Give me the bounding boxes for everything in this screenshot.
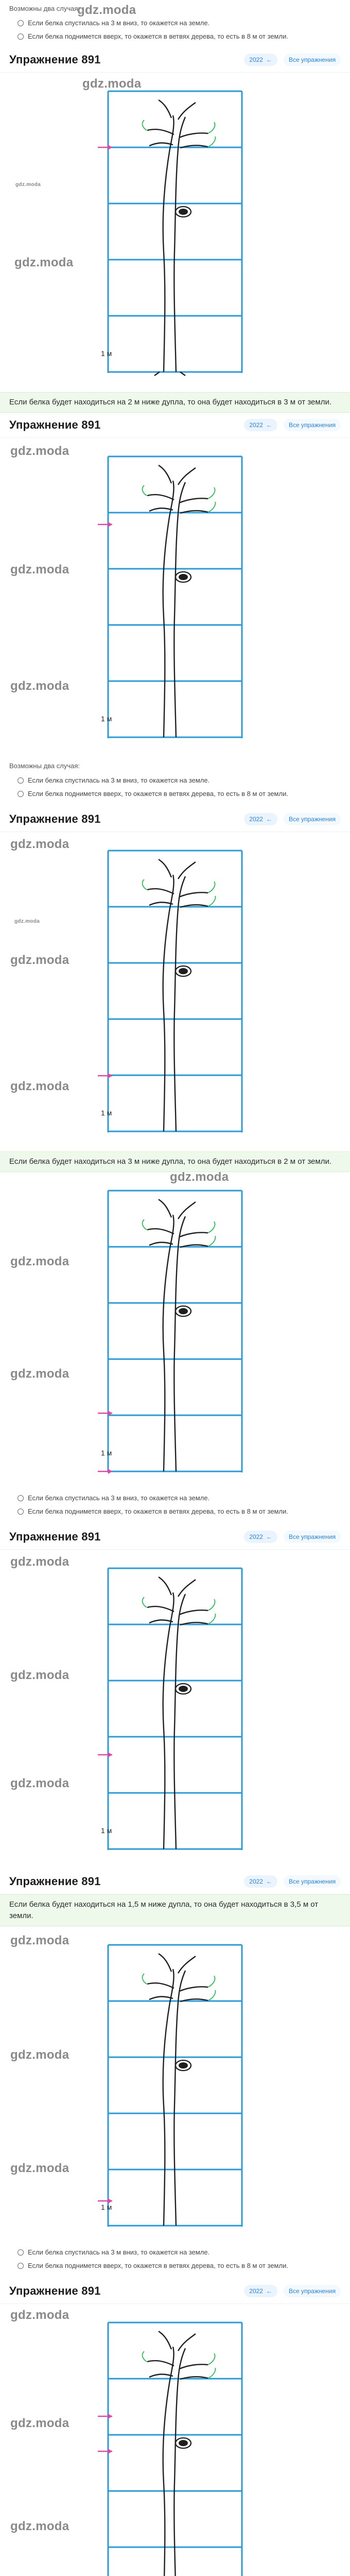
back-arrow-icon: ← [266, 816, 272, 823]
header-actions [244, 2285, 341, 2297]
year-chip-label: 2022 [249, 2287, 263, 2295]
height-marker [98, 145, 112, 150]
cases-block-2 [0, 757, 350, 807]
scale-label: 1 м [101, 1109, 112, 1117]
tree-diagram [0, 1926, 350, 2246]
option-row [0, 2259, 350, 2273]
watermark: gdz.moda [10, 1367, 69, 1381]
tree-hollow [176, 2438, 191, 2448]
tree-illustration [98, 1941, 252, 2240]
watermark: gdz.moda [10, 1255, 69, 1268]
watermark: gdz.moda [10, 2161, 69, 2175]
exercise-title: Упражнение 891 [9, 418, 101, 431]
watermark: gdz.moda [10, 2048, 69, 2062]
tree-trunk [147, 100, 208, 376]
height-marker [98, 2414, 112, 2454]
tree-illustration [98, 87, 252, 386]
year-chip-label: 2022 [249, 56, 263, 63]
all-exercises-link[interactable]: Все упражнения [284, 1531, 341, 1543]
tree-trunk [147, 2331, 208, 2576]
answer-block-1 [0, 392, 350, 413]
scale-label: 1 м [101, 715, 112, 723]
watermark: gdz.moda [82, 77, 142, 91]
radio-bullet [18, 20, 24, 26]
option-row [0, 30, 350, 43]
tree-trunk [147, 1199, 208, 1471]
tree-illustration [98, 1564, 252, 1863]
option-text: Если белка спустилась на 3 м вниз, то окажется на земле. [28, 776, 210, 784]
all-exercises-link[interactable]: Все упражнения [284, 2285, 341, 2297]
option-text: Если белка спустилась на 3 м вниз, то окажется на земле. [28, 19, 210, 27]
option-row [0, 787, 350, 801]
watermark: gdz.moda [10, 953, 69, 967]
exercise-block-2 [0, 413, 350, 757]
exercise-block-5 [0, 1524, 350, 1869]
exercise-header [0, 47, 350, 73]
watermark: gdz.moda [77, 3, 136, 17]
radio-bullet [18, 777, 24, 784]
year-chip[interactable] [244, 1875, 277, 1888]
year-chip[interactable] [244, 813, 277, 825]
tree-diagram [0, 438, 350, 757]
back-arrow-icon: ← [266, 1878, 272, 1885]
radio-bullet [18, 2249, 24, 2256]
intro-block [0, 0, 350, 47]
header-actions [244, 54, 341, 66]
intro-text: Возможны два случая: [9, 762, 80, 770]
option-text: Если белка поднимется вверх, то окажется в ветвях дерева, то есть в 8 м от земли. [28, 32, 288, 40]
tree-illustration [98, 846, 252, 1145]
answer-block-2 [0, 1151, 350, 1172]
header-actions [244, 419, 341, 431]
exercise-title: Упражнение 891 [9, 2284, 101, 2297]
option-row [0, 16, 350, 30]
watermark: gdz.moda [10, 2416, 69, 2430]
tree-hollow [176, 966, 191, 976]
tree-trunk [147, 465, 208, 737]
watermark: gdz.moda [10, 2308, 69, 2322]
radio-bullet [18, 33, 24, 40]
year-chip-label: 2022 [249, 1878, 263, 1885]
option-text: Если белка спустилась на 3 м вниз, то окажется на земле. [28, 1494, 210, 1502]
radio-bullet [18, 2263, 24, 2269]
watermark-small: gdz.moda [14, 919, 40, 924]
all-exercises-link[interactable]: Все упражнения [284, 54, 341, 66]
watermark: gdz.moda [170, 1172, 229, 1184]
tree-diagram [0, 1550, 350, 1869]
exercise-header [0, 2279, 350, 2304]
exercise-header [0, 413, 350, 438]
option-text: Если белка поднимется вверх, то окажется в ветвях дерева, то есть в 8 м от земли. [28, 2262, 288, 2269]
all-exercises-link[interactable]: Все упражнения [284, 419, 341, 431]
tree-trunk [147, 1577, 208, 1849]
option-row [0, 2246, 350, 2259]
radio-bullet [18, 1495, 24, 1501]
tree-diagram [0, 832, 350, 1151]
year-chip[interactable] [244, 1531, 277, 1543]
watermark: gdz.moda [14, 256, 74, 269]
header-actions [244, 1875, 341, 1888]
watermark: gdz.moda [10, 837, 69, 851]
watermark: gdz.moda [10, 1555, 69, 1569]
answer-text: Если белка будет находиться на 2 м ниже дупла, то она будет находиться в 3 м от земли. [0, 392, 350, 413]
tree-hollow [176, 2060, 191, 2071]
option-row [0, 1505, 350, 1518]
header-actions [244, 1531, 341, 1543]
year-chip-label: 2022 [249, 816, 263, 823]
watermark: gdz.moda [10, 679, 69, 693]
exercise-block-7 [0, 2279, 350, 2576]
scale-label: 1 м [101, 349, 112, 358]
exercise-block-3 [0, 807, 350, 1151]
radio-bullet [18, 1509, 24, 1515]
watermark: gdz.moda [10, 1934, 69, 1947]
exercise-title: Упражнение 891 [9, 1875, 101, 1888]
exercise-title: Упражнение 891 [9, 53, 101, 66]
option-text: Если белка спустилась на 3 м вниз, то окажется на земле. [28, 2248, 210, 2256]
tree-illustration [98, 1187, 252, 1485]
option-row [0, 1492, 350, 1505]
exercise-header [0, 1524, 350, 1550]
back-arrow-icon: ← [266, 2287, 272, 2295]
header-actions [244, 813, 341, 825]
exercise-block-1 [0, 47, 350, 392]
watermark: gdz.moda [10, 2519, 69, 2533]
watermark: gdz.moda [10, 1079, 69, 1093]
all-exercises-link[interactable]: Все упражнения [284, 813, 341, 825]
exercise-title: Упражнение 891 [9, 1530, 101, 1543]
year-chip[interactable] [244, 419, 277, 431]
exercise-header [0, 807, 350, 832]
watermark: gdz.moda [10, 1776, 69, 1790]
tree-hollow [176, 1306, 191, 1316]
tree-illustration [98, 2318, 252, 2576]
exercise-block-6 [0, 1869, 350, 2246]
back-arrow-icon: ← [266, 421, 272, 429]
height-marker [98, 1411, 112, 1474]
option-text: Если белка поднимется вверх, то окажется в ветвях дерева, то есть в 8 м от земли. [28, 790, 288, 798]
tree-hollow [176, 207, 191, 217]
watermark: gdz.moda [10, 444, 69, 458]
back-arrow-icon: ← [266, 56, 272, 63]
watermark: gdz.moda [10, 1668, 69, 1682]
all-exercises-link[interactable]: Все упражнения [284, 1875, 341, 1888]
tree-diagram [0, 1172, 350, 1492]
answer-text: Если белка будет находиться на 1,5 м ниже дупла, то она будет находиться в 3,5 м от земли. [0, 1894, 350, 1926]
exercise-title: Упражнение 891 [9, 812, 101, 825]
height-marker [98, 522, 112, 527]
scale-label: 1 м [101, 1449, 112, 1457]
radio-bullet [18, 791, 24, 797]
year-chip[interactable] [244, 2285, 277, 2297]
height-marker [98, 1752, 112, 1757]
year-chip-label: 2022 [249, 421, 263, 429]
intro-text: Возможны два случая: [9, 5, 80, 12]
option-row [0, 774, 350, 787]
tree-trunk [147, 859, 208, 1131]
year-chip[interactable] [244, 54, 277, 66]
height-marker [98, 1073, 112, 1078]
exercise-header [0, 1869, 350, 1894]
tree-hollow [176, 572, 191, 582]
cases-block-3 [0, 1492, 350, 1524]
watermark-small: gdz.moda [15, 182, 41, 188]
watermark: gdz.moda [10, 563, 69, 577]
scale-label: 1 м [101, 2203, 112, 2211]
tree-illustration [98, 452, 252, 751]
tree-hollow [176, 1684, 191, 1694]
year-chip-label: 2022 [249, 1533, 263, 1540]
tree-diagram [0, 2304, 350, 2576]
answer-text: Если белка будет находиться на 3 м ниже дупла, то она будет находиться в 2 м от земли. [0, 1151, 350, 1172]
tree-trunk [147, 1954, 208, 2226]
option-text: Если белка поднимется вверх, то окажется в ветвях дерева, то есть в 8 м от земли. [28, 1507, 288, 1515]
back-arrow-icon: ← [266, 1533, 272, 1540]
scale-label: 1 м [101, 1826, 112, 1835]
tree-diagram [0, 73, 350, 392]
exercise-block-4 [0, 1172, 350, 1492]
cases-block-4 [0, 2246, 350, 2279]
